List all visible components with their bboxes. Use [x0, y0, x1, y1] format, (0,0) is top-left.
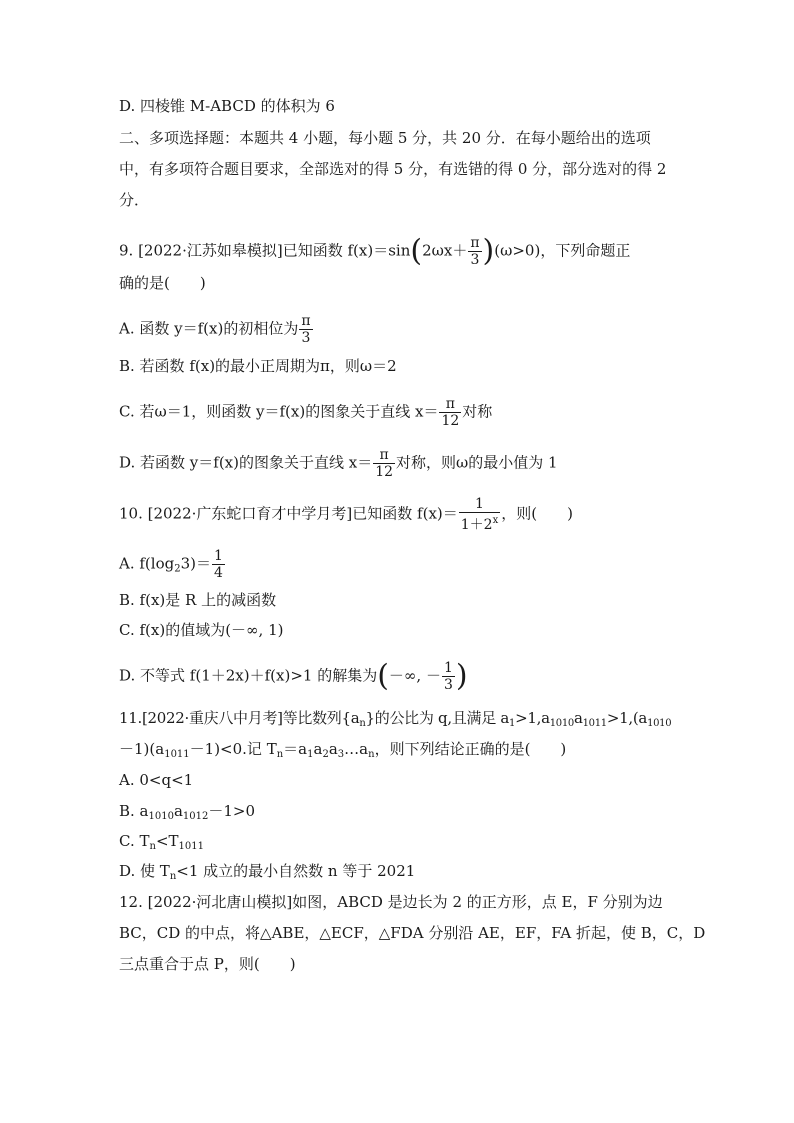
fraction-denominator — [459, 513, 500, 533]
q9-a-text: A. 函数 y＝f(x)的初相位为 — [119, 319, 299, 338]
fraction-denominator: 4 — [213, 565, 223, 581]
t: a — [313, 740, 323, 758]
t: 11.[2022·重庆八中月考]等比数列{a — [119, 709, 360, 727]
q8-option-d: D. 四棱锥 M-ABCD 的体积为 6 — [119, 97, 335, 115]
q10-a-text: A. f(log — [119, 554, 175, 573]
q10-stem-pre: 10. [2022·广东蛇口育才中学月考]已知函数 f(x)＝ — [119, 504, 458, 523]
section-heading-line3: 分． — [119, 191, 150, 209]
section-heading-line1: 二、多项选择题：本题共 4 小题，每小题 5 分，共 20 分．在每小题给出的选项 — [119, 129, 651, 147]
sub: n — [368, 749, 375, 760]
sub: 2 — [322, 749, 329, 760]
fraction-denominator: 3 — [443, 677, 453, 693]
q9-option-d — [119, 447, 558, 480]
q11-stem — [119, 708, 671, 734]
q9-option-a — [119, 313, 314, 346]
q11-option-b — [119, 801, 255, 827]
q9-stem-post: (ω>0)，下列命题正 — [494, 241, 631, 260]
q9-c-text: C. 若ω＝1，则函数 y＝f(x)的图象关于直线 x＝ — [119, 402, 439, 421]
t: …a — [344, 740, 369, 758]
left-paren: ( — [410, 233, 423, 269]
fraction-numerator: π — [470, 235, 480, 251]
fraction-numerator: π — [301, 313, 311, 329]
t: －1)(a — [119, 740, 165, 758]
q10-option-b: B. f(x)是 R 上的减函数 — [119, 591, 277, 609]
sub: n — [149, 841, 156, 852]
right-paren: ) — [455, 658, 468, 694]
fraction-numerator: 1 — [459, 496, 500, 513]
t: C. T — [119, 832, 150, 850]
q10-option-a — [119, 548, 226, 581]
left-paren: ( — [377, 658, 389, 694]
q12-stem-line1: 12. [2022·河北唐山模拟]如图，ABCD 是边长为 2 的正方形，点 E，F 分别为边 — [119, 893, 663, 911]
fraction-numerator: 1 — [443, 660, 453, 676]
t: B. a — [119, 802, 149, 820]
q9-option-b: B. 若函数 f(x)的最小正周期为π，则ω＝2 — [119, 357, 397, 375]
sub: 1 — [509, 718, 516, 729]
t: a — [173, 802, 183, 820]
q12-stem-line2: BC，CD 的中点，将△ABE，△ECF，△FDA 分别沿 AE，EF，FA 折起，使 B，C，D — [119, 924, 706, 942]
sub: 3 — [337, 749, 345, 760]
fraction — [299, 313, 312, 346]
log-base: 2 — [174, 563, 181, 575]
t: －1>0 — [208, 802, 256, 820]
q10-d-text: D. 不等式 f(1＋2x)＋f(x)>1 的解集为 — [119, 666, 378, 685]
fraction-numerator: π — [373, 447, 395, 464]
sub: 1011 — [164, 749, 190, 760]
t: ，则下列结论正确的是( ) — [374, 740, 567, 758]
fraction — [373, 447, 395, 480]
fraction-denominator: 3 — [301, 330, 311, 346]
q10-stem-post: ，则( ) — [501, 504, 573, 523]
q11-stem-cont — [119, 739, 566, 765]
sub: 1 — [307, 749, 314, 760]
fraction — [442, 660, 455, 693]
t: a — [328, 740, 338, 758]
t: <1 成立的最小自然数 n 等于 2021 — [176, 862, 416, 880]
den-exponent: x — [492, 515, 499, 526]
q9-stem-pre: 9. [2022·江苏如皋模拟]已知函数 f(x)＝sin — [119, 241, 411, 260]
fraction-numerator: 1 — [213, 548, 223, 564]
t: >1,(a — [606, 709, 648, 727]
q10-option-d — [119, 660, 468, 693]
sub: 1011 — [582, 718, 607, 729]
q9-d-text: D. 若函数 y＝f(x)的图象关于直线 x＝ — [119, 453, 373, 472]
sub: 1010 — [647, 718, 672, 729]
fraction-denominator: 12 — [375, 464, 394, 480]
sub: n — [359, 718, 366, 729]
sub: n — [169, 871, 177, 882]
t: >1,a — [515, 709, 550, 727]
section-heading-line2: 中，有多项符合题目要求，全部选对的得 5 分，有选错的得 0 分，部分选对的得 2 — [119, 160, 667, 178]
fraction-numerator: π — [439, 396, 461, 413]
q9-option-c — [119, 396, 492, 429]
q9-stem — [119, 235, 630, 268]
fraction-denominator: 3 — [470, 252, 480, 268]
t: }的公比为 q,且满足 a — [365, 709, 510, 727]
fraction-denominator: 12 — [441, 413, 460, 429]
q10-option-c: C. f(x)的值域为(－∞, 1) — [119, 621, 284, 639]
t: <T — [155, 832, 179, 850]
fraction — [212, 548, 225, 581]
q10-stem — [119, 496, 573, 533]
right-paren: ) — [482, 233, 495, 269]
sub: 1010 — [148, 811, 174, 822]
q9-d-post: 对称，则ω的最小值为 1 — [396, 453, 558, 472]
t: D. 使 T — [119, 862, 170, 880]
q9-inner: 2ωx＋ — [422, 241, 468, 260]
den-base: 1＋2 — [460, 517, 493, 533]
t: －1)<0.记 T — [189, 740, 277, 758]
fraction — [439, 396, 461, 429]
sub: 1011 — [178, 841, 204, 852]
q12-stem-line3: 三点重合于点 P，则( ) — [119, 955, 296, 973]
q9-stem-cont: 确的是( ) — [119, 274, 206, 292]
t: ＝a — [283, 740, 308, 758]
sub: n — [276, 749, 284, 760]
q11-option-a: A. 0<q<1 — [119, 771, 194, 789]
fraction — [459, 496, 500, 533]
q10-a-mid: 3)＝ — [180, 554, 211, 573]
fraction — [468, 235, 481, 268]
q11-option-c — [119, 831, 204, 857]
q11-option-d — [119, 861, 415, 887]
sub: 1012 — [182, 811, 209, 822]
q9-c-post: 对称 — [462, 402, 493, 421]
q10-d-inner: －∞, － — [388, 666, 441, 685]
t: a — [573, 709, 583, 727]
sub: 1010 — [549, 718, 574, 729]
